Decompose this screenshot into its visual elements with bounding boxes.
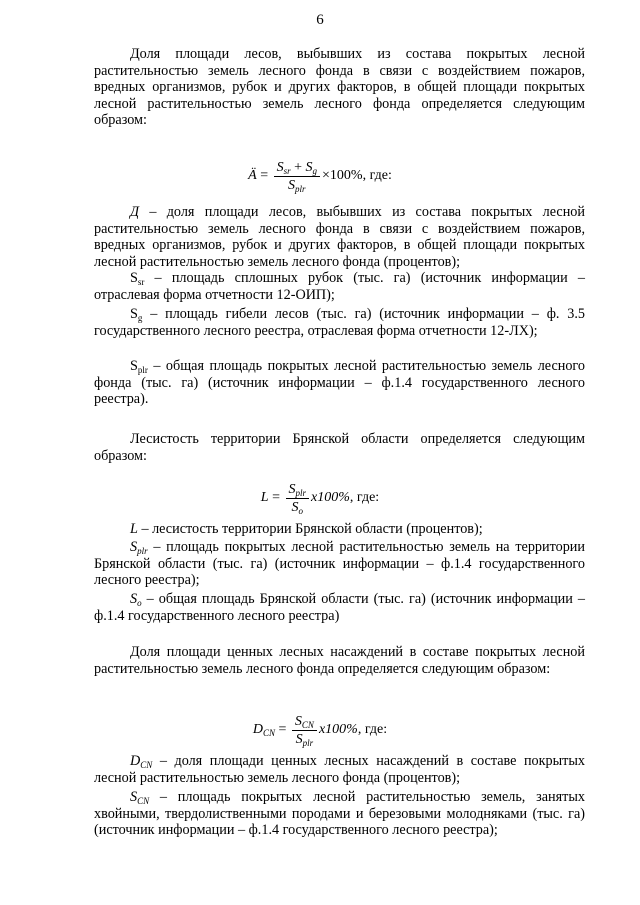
formula-numerator: $S_{sr} + S_g$ bbox=[274, 160, 320, 177]
formula-tail: х100% bbox=[318, 722, 358, 738]
formula-after: , где: bbox=[349, 490, 380, 506]
formula-denominator: $S_o$ bbox=[291, 500, 303, 516]
formula-valuable-forest: $D_{CN}$ = $\frac{S_{CN}}{S_{plr}}$ х100% , где: bbox=[252, 714, 388, 748]
formula-fraction bbox=[292, 714, 317, 747]
formula-fraction bbox=[286, 482, 310, 515]
definition-l: L – лесистость территории Брянской области (процентов); bbox=[130, 521, 483, 537]
formula-numerator: $S_{CN}$ bbox=[292, 714, 317, 731]
definition-s-sr: $S_{sr}$ – площадь сплошных рубок (тыс. га) (источник информации – отраслевая форма отчетности 12-ОИП); bbox=[94, 270, 585, 303]
formula-fraction bbox=[274, 160, 320, 193]
paragraph-forest-loss-intro: Доля площади лесов, выбывших из состава покрытых лесной растительностью земель лесного фонда в связи с воздействием пожаров, вредных организмов, рубок и других факторов, в общей площади покрытых лесной растительностью земель лесного фонда определяется следующим образом: bbox=[94, 46, 585, 129]
formula-denominator: $S_{plr}$ bbox=[295, 732, 314, 748]
formula-tail: х100% bbox=[311, 490, 350, 506]
formula-tail: ×100%, где: bbox=[322, 168, 392, 184]
page-number: 6 bbox=[316, 12, 324, 28]
formula-lhs: L bbox=[260, 490, 269, 506]
definition-d-cn: $D_{CN}$ – доля площади ценных лесных насаждений в составе покрытых лесной растительностью земель лесного фонда (процентов); bbox=[94, 753, 585, 786]
definition-s-cn: $S_{CN}$ – площадь покрытых лесной растительностью земель, занятых хвойными, твердолиственными породами и березовыми молодняками (тыс. га) (источник информации – ф.1.4 государственного лесного реестра); bbox=[94, 789, 585, 839]
definition-s-plr: $S_{plr}$ – общая площадь покрытых лесной растительностью земель лесного фонда (тыс. га) (источник информации – ф.1.4 государственного лесного реестра). bbox=[94, 358, 585, 408]
definition-s-g: $S_g$ – площадь гибели лесов (тыс. га) (источник информации – ф. 3.5 государственного лесного реестра, отраслевая форма отчетности 12-ЛХ); bbox=[94, 306, 585, 339]
definition-s-o: $S_o$ – общая площадь Брянской области (тыс. га) (источник информации – ф.1.4 государственного лесного реестра) bbox=[94, 591, 585, 624]
paragraph-forest-cover-intro: Лесистость территории Брянской области определяется следующим образом: bbox=[94, 431, 585, 464]
paragraph-valuable-forest-intro: Доля площади ценных лесных насаждений в составе покрытых лесной растительностью земель лесного фонда определяется следующим образом: bbox=[94, 644, 585, 677]
formula-forest-loss: Ä = $\frac{S_{sr} + S_g}{S_{plr}}$ ×100%, где: bbox=[248, 160, 392, 194]
formula-lhs: Ä bbox=[248, 168, 257, 184]
formula-lhs: $D_{CN}$ bbox=[252, 722, 276, 739]
formula-denominator: $S_{plr}$ bbox=[288, 178, 306, 194]
formula-after: , где: bbox=[357, 722, 388, 738]
definition-d: Д – доля площади лесов, выбывших из состава покрытых лесной растительностью земель лесного фонда в связи с воздействием пожаров, вредных организмов, рубок и других факторов, в общей площади покрытых лесной растительностью земель лесного фонда (процентов); bbox=[94, 204, 585, 270]
formula-numerator: $S_{plr}$ bbox=[286, 482, 310, 499]
formula-forest-cover: L = $\frac{S_{plr}}{S_o}$ х100% , где: bbox=[260, 482, 380, 516]
definition-s-plr-region: $S_{plr}$ – площадь покрытых лесной растительностью земель на территории Брянской области (тыс. га) (источник информации – ф.1.4 государственного лесного реестра); bbox=[94, 539, 585, 589]
